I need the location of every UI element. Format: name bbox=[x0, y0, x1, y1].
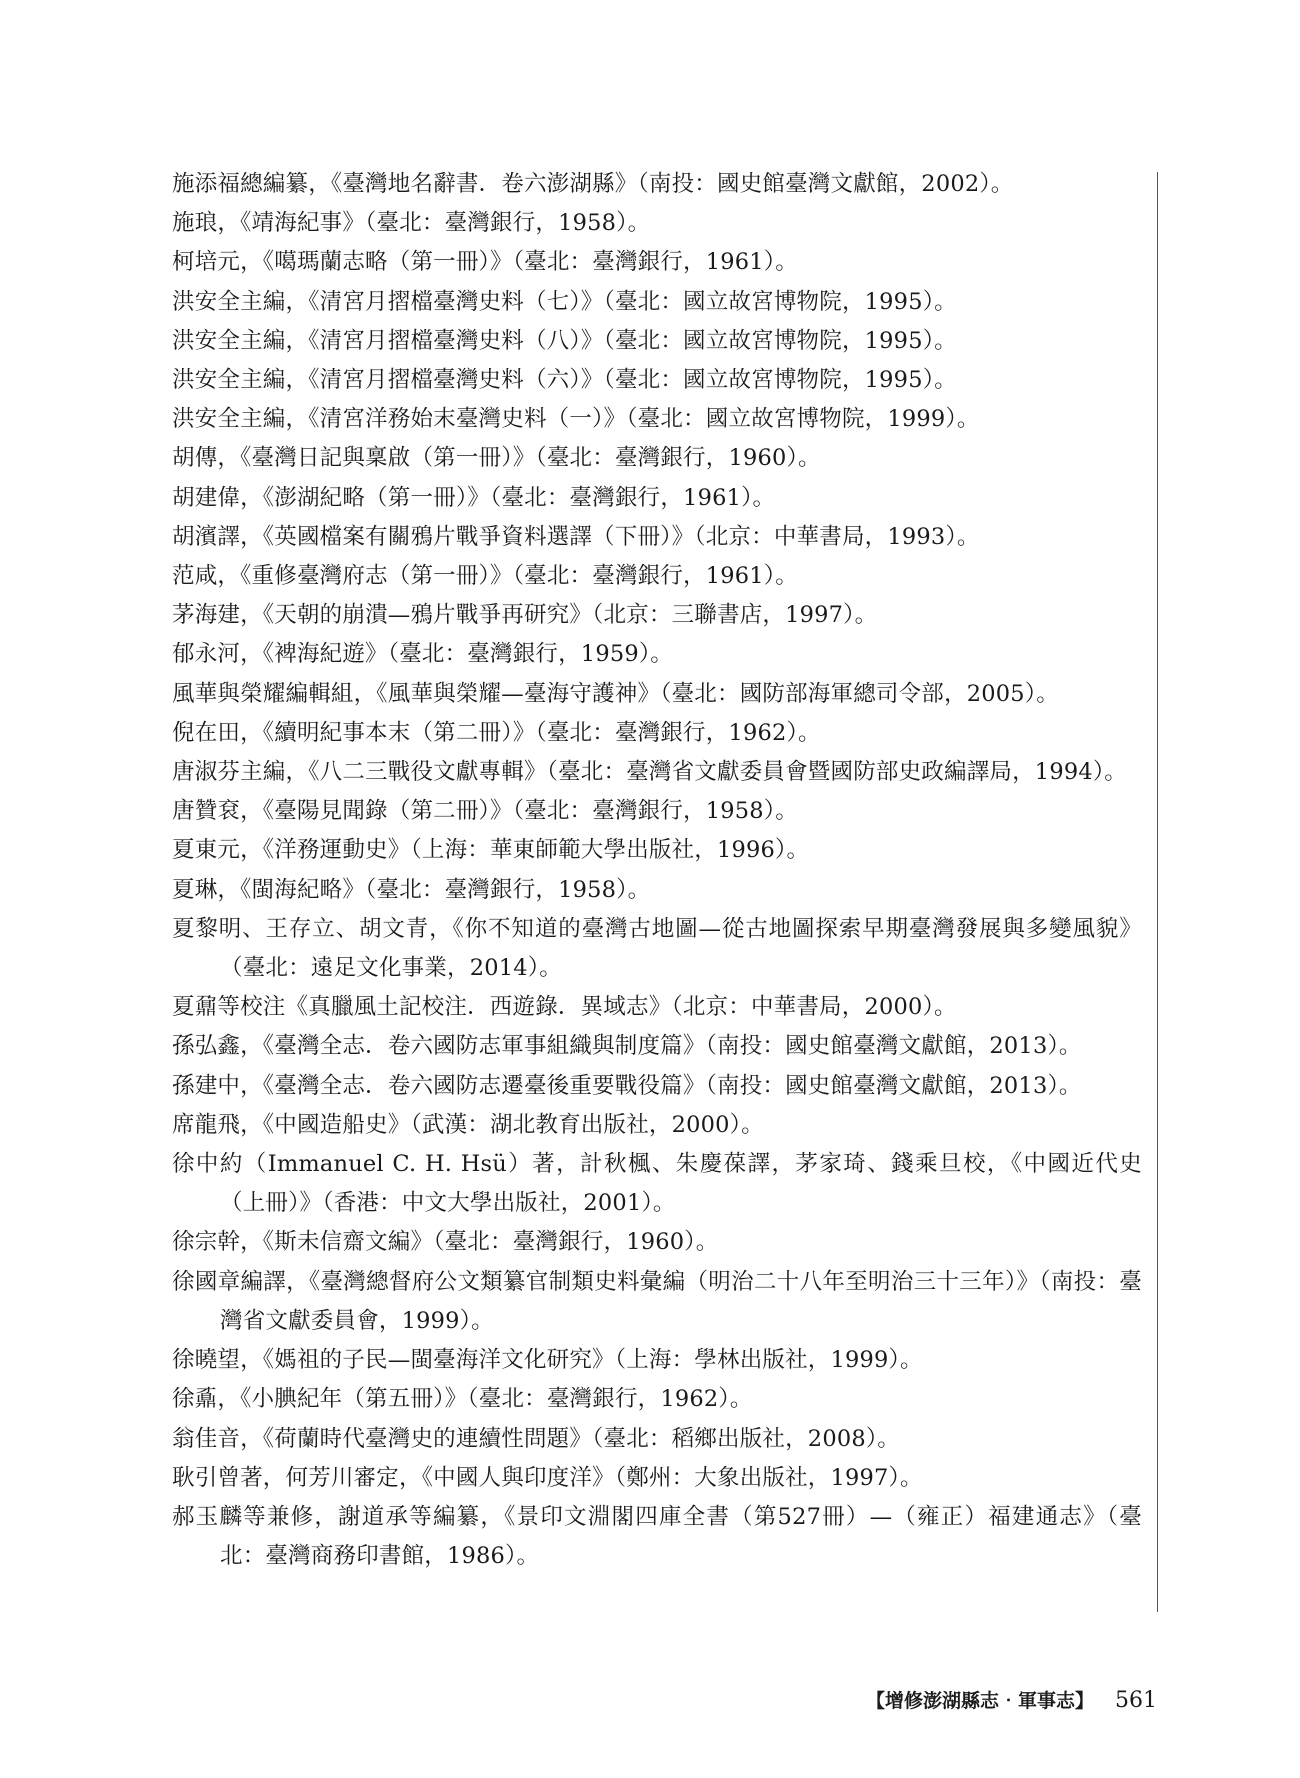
margin-rule bbox=[1157, 172, 1158, 1612]
bibliography-entry: 夏鼐等校注《真臘風土記校注．西遊錄．異域志》（北京：中華書局，2000）。 bbox=[172, 994, 957, 1021]
bibliography-entry: 范咸，《重修臺灣府志（第一冊）》（臺北：臺灣銀行，1961）。 bbox=[172, 563, 798, 590]
bibliography-list bbox=[172, 165, 1142, 1576]
bibliography-entry: 唐淑芬主編，《八二三戰役文獻專輯》（臺北：臺灣省文獻委員會暨國防部史政編譯局，1994）。 bbox=[172, 759, 1128, 786]
bibliography-entry: 施琅，《靖海紀事》（臺北：臺灣銀行，1958）。 bbox=[172, 210, 651, 237]
bibliography-entry: 徐宗幹，《斯未信齋文編》（臺北：臺灣銀行，1960）。 bbox=[172, 1229, 719, 1256]
bibliography-entry: 夏東元，《洋務運動史》（上海：華東師範大學出版社，1996）。 bbox=[172, 837, 810, 864]
bibliography-entry: 洪安全主編，《清宮洋務始末臺灣史料（一）》（臺北：國立故宮博物院，1999）。 bbox=[172, 406, 980, 433]
bibliography-entry: 徐曉望，《媽祖的子民—閩臺海洋文化研究》（上海：學林出版社，1999）。 bbox=[172, 1347, 923, 1374]
bibliography-entry: 徐中約（Immanuel C. H. Hsü）著，計秋楓、朱慶葆譯，茅家琦、錢乘旦校，《中國近代史（上冊）》（香港：中文大學出版社，2001）。 bbox=[172, 1151, 1142, 1217]
bibliography-entry: 胡傳，《臺灣日記與稟啟（第一冊）》（臺北：臺灣銀行，1960）。 bbox=[172, 445, 821, 472]
page-number: 561 bbox=[1115, 1688, 1157, 1713]
page-footer bbox=[866, 1686, 1157, 1716]
bibliography-entry: 夏琳，《閩海紀略》（臺北：臺灣銀行，1958）。 bbox=[172, 876, 651, 903]
bibliography-entry: 郁永河，《裨海紀遊》（臺北：臺灣銀行，1959）。 bbox=[172, 641, 674, 668]
bibliography-entry: 夏黎明、王存立、胡文青，《你不知道的臺灣古地圖—從古地圖探索早期臺灣發展與多變風貌》（臺北：遠足文化事業，2014）。 bbox=[172, 915, 1142, 982]
bibliography-entry: 風華與榮耀編輯組，《風華與榮耀—臺海守護神》（臺北：國防部海軍總司令部，2005）。 bbox=[172, 680, 1059, 707]
bibliography-entry: 茅海建，《天朝的崩潰—鴉片戰爭再研究》（北京：三聯書店，1997）。 bbox=[172, 602, 878, 629]
bibliography-entry: 徐鼒，《小腆紀年（第五冊）》（臺北：臺灣銀行，1962）。 bbox=[172, 1386, 753, 1413]
bibliography-entry: 孫建中，《臺灣全志．卷六國防志遷臺後重要戰役篇》（南投：國史館臺灣文獻館，2013）。 bbox=[172, 1072, 1082, 1099]
bibliography-entry: 唐贊袞，《臺陽見聞錄（第二冊）》（臺北：臺灣銀行，1958）。 bbox=[172, 798, 798, 825]
bibliography-entry: 倪在田，《續明紀事本末（第二冊）》（臺北：臺灣銀行，1962）。 bbox=[172, 719, 821, 746]
bibliography-entry: 徐國章編譯，《臺灣總督府公文類纂官制類史料彙編（明治二十八年至明治三十三年）》（南投：臺灣省文獻委員會，1999）。 bbox=[172, 1268, 1142, 1334]
bibliography-entry: 翁佳音，《荷蘭時代臺灣史的連續性問題》（臺北：稻鄉出版社，2008）。 bbox=[172, 1425, 901, 1452]
running-footer-title: 【增修澎湖縣志‧軍事志】 bbox=[865, 1690, 1094, 1712]
bibliography-entry: 孫弘鑫，《臺灣全志．卷六國防志軍事組織與制度篇》（南投：國史館臺灣文獻館，2013）。 bbox=[172, 1033, 1082, 1060]
bibliography-entry: 耿引曾著，何芳川審定，《中國人與印度洋》（鄭州：大象出版社，1997）。 bbox=[172, 1464, 923, 1491]
bibliography-entry: 胡建偉，《澎湖紀略（第一冊）》（臺北：臺灣銀行，1961）。 bbox=[172, 484, 776, 511]
bibliography-entry: 席龍飛，《中國造船史》（武漢：湖北教育出版社，2000）。 bbox=[172, 1111, 764, 1138]
bibliography-entry: 施添福總編纂，《臺灣地名辭書．卷六澎湖縣》（南投：國史館臺灣文獻館，2002）。 bbox=[172, 171, 1014, 197]
bibliography-entry: 洪安全主編，《清宮月摺檔臺灣史料（八）》（臺北：國立故宮博物院，1995）。 bbox=[172, 327, 957, 354]
bibliography-entry: 柯培元，《噶瑪蘭志略（第一冊）》（臺北：臺灣銀行，1961）。 bbox=[172, 249, 798, 276]
bibliography-entry: 洪安全主編，《清宮月摺檔臺灣史料（六）》（臺北：國立故宮博物院，1995）。 bbox=[172, 367, 957, 394]
bibliography-entry: 郝玉麟等兼修，謝道承等編纂，《景印文淵閣四庫全書（第527冊）—（雍正）福建通志》（臺北：臺灣商務印書館，1986）。 bbox=[172, 1503, 1142, 1570]
bibliography-entry: 洪安全主編，《清宮月摺檔臺灣史料（七）》（臺北：國立故宮博物院，1995）。 bbox=[172, 288, 957, 315]
bibliography-entry: 胡濱譯，《英國檔案有關鴉片戰爭資料選譯（下冊）》（北京：中華書局，1993）。 bbox=[172, 523, 980, 550]
